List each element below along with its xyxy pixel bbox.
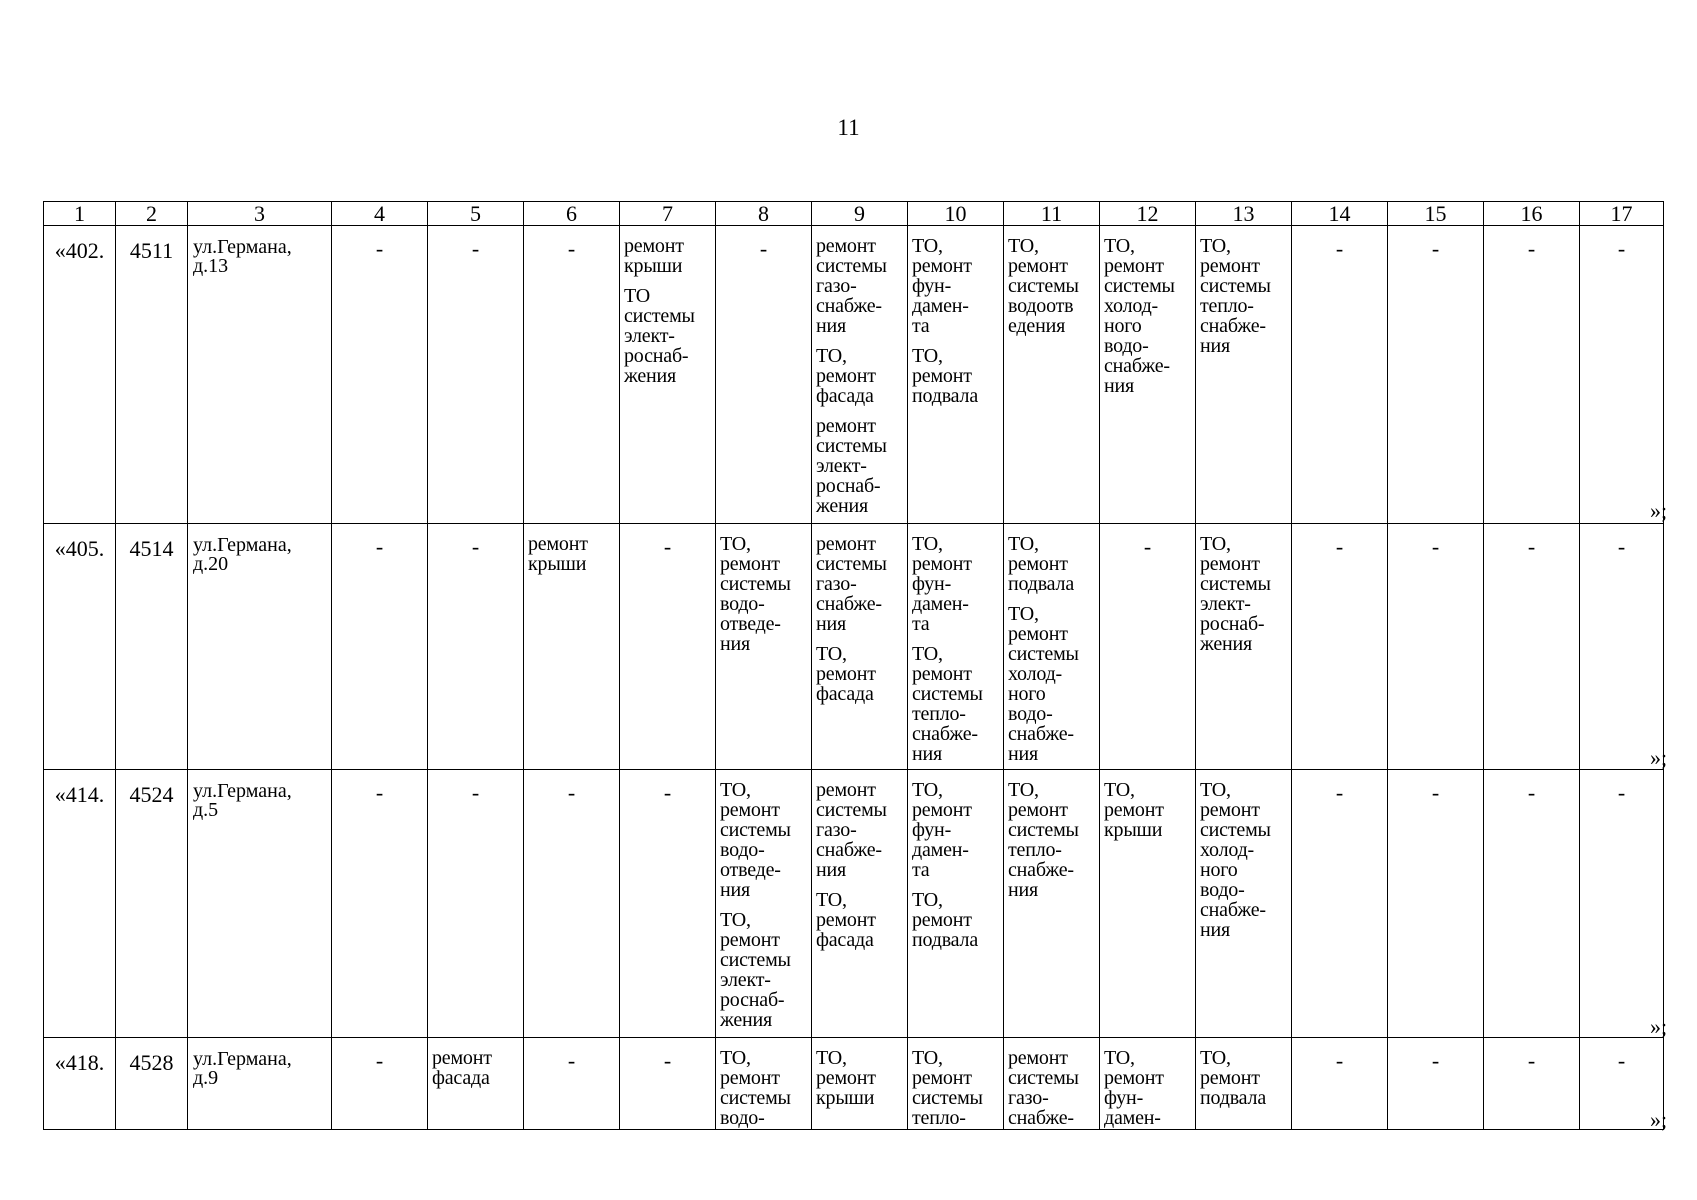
work-cell — [1004, 524, 1100, 770]
row-closing-quote: »; — [1650, 498, 1668, 523]
cell-entry: - — [375, 1048, 384, 1073]
empty-work-cell — [428, 770, 524, 1038]
empty-work-cell — [524, 770, 620, 1038]
row-number-cell — [44, 1038, 116, 1130]
work-cell — [1196, 770, 1292, 1038]
cell-entry: ТО, ремонт системы тепло- — [912, 1047, 983, 1129]
cell-entry: - — [567, 1048, 576, 1073]
empty-work-cell — [1580, 226, 1664, 524]
empty-work-cell — [620, 770, 716, 1038]
cell-entry: ТО, ремонт системы водо- отведе- ния — [720, 533, 791, 655]
cell-entry: - — [1527, 236, 1536, 261]
row-closing-quote: »; — [1650, 1107, 1668, 1132]
work-cell — [716, 770, 812, 1038]
cell-entry: - — [375, 780, 384, 805]
work-cell — [908, 770, 1004, 1038]
work-cell — [1196, 1038, 1292, 1130]
work-cell — [812, 226, 908, 524]
column-header-10: 10 — [908, 202, 1004, 226]
cell-entry: 4528 — [129, 1050, 174, 1075]
cell-entry: - — [471, 780, 480, 805]
cell-entry: - — [1335, 1048, 1344, 1073]
cell-entry: ТО, ремонт крыши — [1104, 779, 1164, 841]
work-cell — [428, 1038, 524, 1130]
cell-entry: ремонт крыши — [624, 235, 684, 277]
empty-work-cell — [524, 226, 620, 524]
cell-entry: - — [471, 534, 480, 559]
cell-entry: - — [471, 236, 480, 261]
column-header-15: 15 — [1388, 202, 1484, 226]
maintenance-schedule-table — [43, 201, 1664, 1130]
column-header-9: 9 — [812, 202, 908, 226]
column-header-12: 12 — [1100, 202, 1196, 226]
work-cell — [1004, 226, 1100, 524]
empty-work-cell — [1100, 524, 1196, 770]
cell-entry: ремонт системы газо- снабже- — [1008, 1047, 1079, 1129]
table-row — [44, 226, 1664, 524]
cell-entry: - — [567, 236, 576, 261]
cell-entry: - — [1143, 534, 1152, 559]
cell-entry: ТО, ремонт подвала — [1200, 1047, 1266, 1109]
work-cell — [1196, 524, 1292, 770]
column-header-3: 3 — [188, 202, 332, 226]
cell-entry: ТО, ремонт системы холод- ного водо- снабже- ния — [1008, 603, 1079, 765]
empty-work-cell — [1388, 1038, 1484, 1130]
empty-work-cell — [1388, 524, 1484, 770]
address-text: ул.Германа, д.20 — [193, 534, 292, 575]
cell-entry: ТО, ремонт подвала — [1008, 533, 1074, 595]
work-cell — [1100, 1038, 1196, 1130]
cell-entry: ТО, ремонт подвала — [912, 345, 978, 407]
empty-work-cell — [620, 1038, 716, 1130]
address-cell — [188, 1038, 332, 1130]
cell-entry: ТО, ремонт фасада — [816, 889, 876, 951]
work-cell — [1196, 226, 1292, 524]
column-header-17: 17 — [1580, 202, 1664, 226]
cell-entry: ремонт системы газо- снабже- ния — [816, 235, 887, 337]
cell-entry: - — [567, 780, 576, 805]
column-header-4: 4 — [332, 202, 428, 226]
cell-entry: ТО системы элект- роснаб- жения — [624, 285, 695, 387]
empty-work-cell — [332, 1038, 428, 1130]
row-number-cell — [44, 524, 116, 770]
cell-entry: ТО, ремонт системы элект- роснаб- жения — [1200, 533, 1271, 655]
address-cell — [188, 770, 332, 1038]
empty-work-cell — [1484, 770, 1580, 1038]
cell-entry: - — [1617, 236, 1626, 261]
header-row — [44, 202, 1664, 226]
page-number: 11 — [837, 115, 860, 140]
cell-entry: - — [1431, 1048, 1440, 1073]
cell-entry: - — [1335, 534, 1344, 559]
cell-entry: ТО, ремонт системы холод- ного водо- снабже- ния — [1104, 235, 1175, 397]
empty-work-cell — [1292, 524, 1388, 770]
building-code-cell — [116, 770, 188, 1038]
building-code-cell — [116, 226, 188, 524]
empty-work-cell — [1388, 226, 1484, 524]
empty-work-cell — [1388, 770, 1484, 1038]
address-cell — [188, 226, 332, 524]
cell-entry: ТО, ремонт системы холод- ного водо- снабже- ния — [1200, 779, 1271, 941]
work-cell — [1004, 1038, 1100, 1130]
empty-work-cell — [1292, 1038, 1388, 1130]
work-cell — [908, 524, 1004, 770]
cell-entry: - — [663, 1048, 672, 1073]
work-cell — [716, 1038, 812, 1130]
cell-entry: - — [1335, 236, 1344, 261]
cell-entry: ремонт крыши — [528, 533, 588, 575]
cell-entry: - — [375, 236, 384, 261]
cell-entry: - — [1617, 780, 1626, 805]
empty-work-cell — [1580, 524, 1664, 770]
cell-entry: ТО, ремонт крыши — [816, 1047, 876, 1109]
address-text: ул.Германа, д.5 — [193, 780, 292, 821]
empty-work-cell — [1292, 226, 1388, 524]
cell-entry: ТО, ремонт системы водо- отведе- ния — [720, 779, 791, 901]
row-closing-quote: »; — [1650, 745, 1668, 770]
work-cell — [524, 524, 620, 770]
cell-entry: ТО, ремонт фасада — [816, 643, 876, 705]
empty-work-cell — [332, 524, 428, 770]
cell-entry: ремонт фасада — [432, 1047, 492, 1089]
work-cell — [908, 226, 1004, 524]
table-row — [44, 770, 1664, 1038]
cell-entry: 4514 — [129, 536, 174, 561]
building-code-cell — [116, 524, 188, 770]
empty-work-cell — [428, 524, 524, 770]
cell-entry: «418. — [54, 1050, 105, 1075]
empty-work-cell — [1484, 226, 1580, 524]
column-header-5: 5 — [428, 202, 524, 226]
table-row — [44, 1038, 1664, 1130]
cell-entry: - — [1527, 1048, 1536, 1073]
address-text: ул.Германа, д.13 — [193, 236, 292, 277]
row-closing-quote: »; — [1650, 1014, 1668, 1039]
column-header-8: 8 — [716, 202, 812, 226]
empty-work-cell — [428, 226, 524, 524]
row-number-cell — [44, 226, 116, 524]
empty-work-cell — [332, 226, 428, 524]
cell-entry: ремонт системы газо- снабже- ния — [816, 779, 887, 881]
empty-work-cell — [1292, 770, 1388, 1038]
building-code-cell — [116, 1038, 188, 1130]
work-cell — [620, 226, 716, 524]
cell-entry: ТО, ремонт фун- дамен- та — [912, 235, 972, 337]
cell-entry: - — [1431, 236, 1440, 261]
empty-work-cell — [716, 226, 812, 524]
cell-entry: ТО, ремонт системы элект- роснаб- жения — [720, 909, 791, 1031]
cell-entry: ТО, ремонт системы тепло- снабже- ния — [1008, 779, 1079, 901]
cell-entry: ремонт системы элект- роснаб- жения — [816, 415, 887, 517]
column-header-1: 1 — [44, 202, 116, 226]
empty-work-cell — [524, 1038, 620, 1130]
cell-entry: - — [1335, 780, 1344, 805]
column-header-16: 16 — [1484, 202, 1580, 226]
cell-entry: - — [1431, 534, 1440, 559]
cell-entry: - — [1617, 534, 1626, 559]
column-header-2: 2 — [116, 202, 188, 226]
cell-entry: ремонт системы газо- снабже- ния — [816, 533, 887, 635]
empty-work-cell — [1484, 524, 1580, 770]
work-cell — [1100, 226, 1196, 524]
address-text: ул.Германа, д.9 — [193, 1048, 292, 1089]
cell-entry: ТО, ремонт фун- дамен- та — [912, 533, 972, 635]
column-header-6: 6 — [524, 202, 620, 226]
cell-entry: 4524 — [129, 782, 174, 807]
empty-work-cell — [1484, 1038, 1580, 1130]
empty-work-cell — [1580, 770, 1664, 1038]
cell-entry: - — [1527, 780, 1536, 805]
cell-entry: «414. — [54, 782, 105, 807]
cell-entry: ТО, ремонт системы водо- — [720, 1047, 791, 1129]
cell-entry: ТО, ремонт фун- дамен- — [1104, 1047, 1164, 1129]
cell-entry: - — [759, 236, 768, 261]
address-cell — [188, 524, 332, 770]
table-row — [44, 524, 1664, 770]
cell-entry: - — [375, 534, 384, 559]
work-cell — [908, 1038, 1004, 1130]
work-cell — [812, 524, 908, 770]
work-cell — [812, 770, 908, 1038]
cell-entry: - — [1527, 534, 1536, 559]
cell-entry: ТО, ремонт фасада — [816, 345, 876, 407]
cell-entry: ТО, ремонт подвала — [912, 889, 978, 951]
cell-entry: - — [663, 534, 672, 559]
column-header-11: 11 — [1004, 202, 1100, 226]
empty-work-cell — [332, 770, 428, 1038]
empty-work-cell — [620, 524, 716, 770]
cell-entry: 4511 — [129, 238, 174, 263]
cell-entry: ТО, ремонт системы тепло- снабже- ния — [912, 643, 983, 765]
column-header-13: 13 — [1196, 202, 1292, 226]
cell-entry: ТО, ремонт фун- дамен- та — [912, 779, 972, 881]
cell-entry: - — [1617, 1048, 1626, 1073]
work-cell — [812, 1038, 908, 1130]
cell-entry: - — [1431, 780, 1440, 805]
work-cell — [716, 524, 812, 770]
column-header-7: 7 — [620, 202, 716, 226]
cell-entry: «405. — [54, 536, 105, 561]
column-header-14: 14 — [1292, 202, 1388, 226]
row-number-cell — [44, 770, 116, 1038]
cell-entry: «402. — [54, 238, 105, 263]
cell-entry: ТО, ремонт системы тепло- снабже- ния — [1200, 235, 1271, 357]
work-cell — [1004, 770, 1100, 1038]
work-cell — [1100, 770, 1196, 1038]
cell-entry: - — [663, 780, 672, 805]
cell-entry: ТО, ремонт системы водоотв едения — [1008, 235, 1079, 337]
